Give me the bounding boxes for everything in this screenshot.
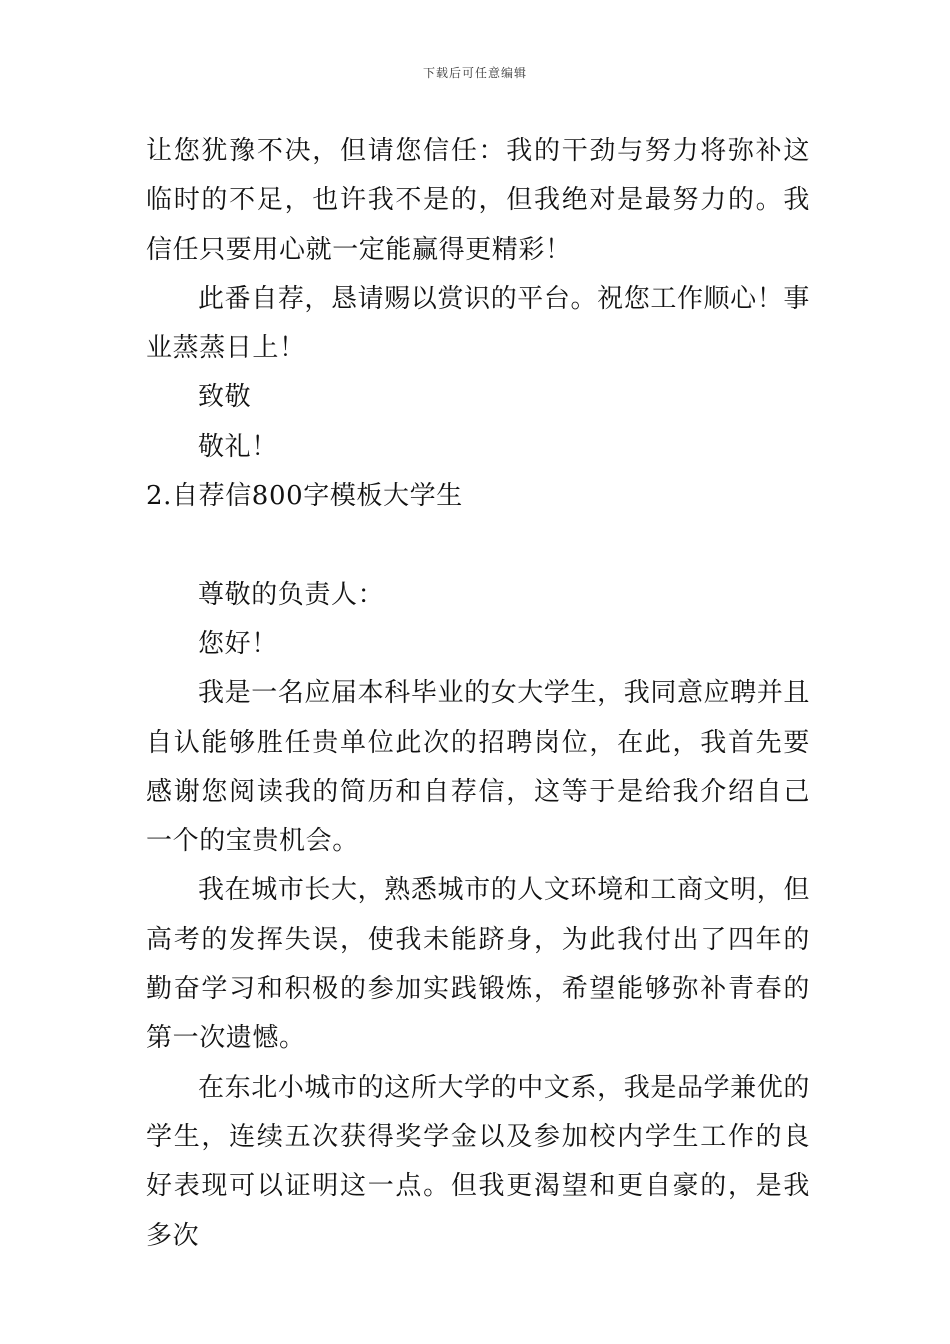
section-heading: 2.自荐信800字模板大学生	[146, 481, 463, 512]
closing-salute: 敬礼！	[198, 431, 278, 462]
page-header-note: 下载后可任意编辑	[422, 66, 527, 80]
letter-greeting: 您好！	[198, 628, 278, 659]
paragraph-background: 我在城市长大，熟悉城市的人文环境和工商文明，但高考的发挥失误，使我未能跻身，为此我付出了四年的勤奋学习和积极的参加实践锻炼，希望能够弥补青春的第一次遗憾。	[146, 875, 810, 1054]
closing-regards: 致敬	[198, 382, 252, 413]
paragraph-continuation: 让您犹豫不决，但请您信任：我的干劲与努力将弥补这临时的不足，也许我不是的，但我绝对是最努力的。我信任只要用心就一定能赢得更精彩！	[146, 136, 810, 265]
blank-line	[146, 521, 810, 570]
paragraph-university: 在东北小城市的这所大学的中文系，我是品学兼优的学生，连续五次获得奖学金以及参加校内学生工作的良好表现可以证明这一点。但我更渴望和更自豪的，是我多次	[146, 1072, 810, 1251]
paragraph-closing-wish: 此番自荐，恳请赐以赏识的平台。祝您工作顺心！事业蒸蒸日上！	[146, 283, 810, 364]
paragraph-introduction: 我是一名应届本科毕业的女大学生，我同意应聘并且自认能够胜任贵单位此次的招聘岗位，在此，我首先要感谢您阅读我的简历和自荐信，这等于是给我介绍自己一个的宝贵机会。	[146, 678, 810, 857]
document-body	[146, 127, 810, 1261]
letter-salutation: 尊敬的负责人：	[198, 579, 385, 610]
